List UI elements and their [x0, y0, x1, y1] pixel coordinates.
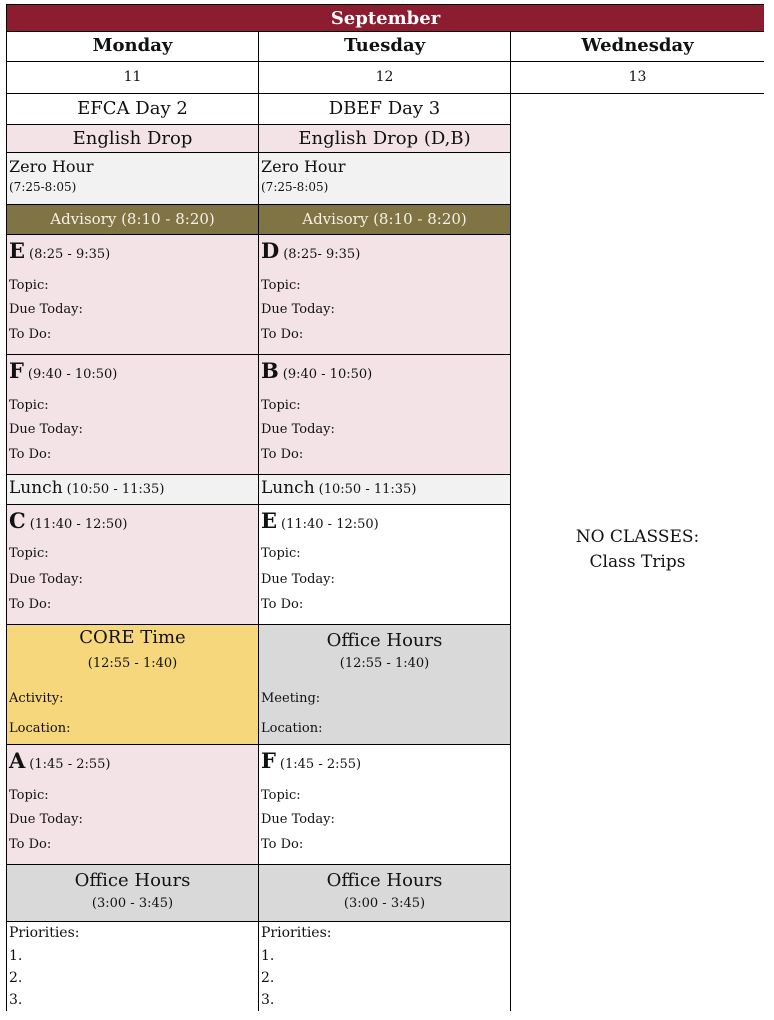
- no-classes-reason: Class Trips: [589, 552, 686, 572]
- block-letter: B: [261, 358, 279, 383]
- cell-text: Office Hours: [326, 630, 443, 651]
- cell-text: (8:25 - 9:35): [29, 247, 111, 262]
- cell-text: DBEF Day 3: [328, 98, 441, 119]
- cell-text: Lunch: [9, 478, 63, 498]
- tuesday-block-3: [258, 504, 510, 624]
- date-tuesday: [258, 61, 510, 93]
- cell-text: (12:55 - 1:40): [87, 656, 178, 671]
- cell-text: Lunch: [261, 478, 315, 498]
- cell-text: Topic:: [261, 278, 301, 293]
- cell-text: To Do:: [261, 447, 304, 462]
- cell-text: (8:25- 9:35): [283, 247, 361, 262]
- block-letter: F: [261, 748, 276, 773]
- block-letter: A: [9, 748, 26, 773]
- monday-block-4: [6, 744, 258, 864]
- cell-text: To Do:: [9, 837, 52, 852]
- cell-text: (10:50 - 11:35): [66, 482, 165, 497]
- block-letter: F: [9, 358, 24, 383]
- cell-text: Zero Hour: [9, 157, 94, 176]
- cell-text: To Do:: [9, 327, 52, 342]
- day-header-monday: [6, 31, 258, 61]
- cell-text: Topic:: [9, 546, 49, 561]
- tuesday-day-label: [258, 93, 510, 124]
- cell-text: Topic:: [261, 546, 301, 561]
- monday-lunch: [6, 474, 258, 504]
- cell-text: (11:40 - 12:50): [281, 517, 379, 532]
- cell-text: 1.: [261, 948, 275, 964]
- cell-text: To Do:: [261, 327, 304, 342]
- tuesday-block-2: [258, 354, 510, 474]
- cell-text: (1:45 - 2:55): [29, 757, 111, 772]
- cell-text: To Do:: [9, 447, 52, 462]
- cell-text: Monday: [92, 35, 173, 56]
- monday-block-1: [6, 234, 258, 354]
- cell-text: 13: [628, 69, 647, 85]
- monday-day-label: [6, 93, 258, 124]
- cell-text: (3:00 - 3:45): [91, 896, 174, 911]
- cell-text: Wednesday: [581, 35, 694, 56]
- tuesday-block-4: [258, 744, 510, 864]
- cell-text: Due Today:: [9, 422, 83, 437]
- cell-text: (9:40 - 10:50): [27, 367, 118, 382]
- monday-zero-hour: [6, 152, 258, 204]
- monday-block-3: [6, 504, 258, 624]
- cell-text: 3.: [9, 992, 23, 1008]
- cell-text: (11:40 - 12:50): [29, 517, 128, 532]
- cell-text: Location:: [9, 721, 71, 736]
- monday-priorities: [6, 921, 258, 1011]
- wednesday-no-classes-cell: [510, 93, 764, 1011]
- day-header-wednesday: [510, 31, 764, 61]
- cell-text: (10:50 - 11:35): [318, 482, 417, 497]
- cell-text: (12:55 - 1:40): [339, 656, 430, 671]
- cell-text: To Do:: [261, 837, 304, 852]
- cell-text: Topic:: [9, 788, 49, 803]
- cell-text: Due Today:: [261, 422, 335, 437]
- tuesday-office-hours: [258, 864, 510, 921]
- cell-text: (9:40 - 10:50): [282, 367, 373, 382]
- cell-text: Advisory (8:10 - 8:20): [302, 210, 467, 228]
- cell-text: Office Hours: [74, 870, 191, 891]
- cell-text: Zero Hour: [261, 157, 346, 176]
- cell-text: Tuesday: [343, 35, 426, 56]
- cell-text: 2.: [261, 970, 275, 986]
- cell-text: 11: [123, 69, 142, 85]
- tuesday-lunch: [258, 474, 510, 504]
- tuesday-priorities: [258, 921, 510, 1011]
- no-classes-label: NO CLASSES:: [575, 527, 700, 547]
- cell-text: EFCA Day 2: [77, 98, 188, 119]
- cell-text: 2.: [9, 970, 23, 986]
- date-wednesday: [510, 61, 764, 93]
- cell-text: Activity:: [9, 691, 64, 706]
- cell-text: Office Hours: [326, 870, 443, 891]
- tuesday-zero-hour: [258, 152, 510, 204]
- cell-text: Advisory (8:10 - 8:20): [50, 210, 215, 228]
- monday-core-time: [6, 624, 258, 744]
- tuesday-advisory: [258, 204, 510, 234]
- cell-text: Topic:: [9, 278, 49, 293]
- cell-text: Topic:: [9, 398, 49, 413]
- cell-text: Topic:: [261, 398, 301, 413]
- cell-text: (7:25-8:05): [261, 180, 329, 194]
- cell-text: English Drop (D,B): [298, 128, 471, 149]
- cell-text: Topic:: [261, 788, 301, 803]
- cell-text: English Drop: [72, 128, 193, 149]
- cell-text: Due Today:: [261, 812, 335, 827]
- cell-text: CORE Time: [79, 627, 186, 648]
- tuesday-office-hours-midday: [258, 624, 510, 744]
- block-letter: C: [9, 508, 26, 533]
- cell-text: (3:00 - 3:45): [343, 896, 426, 911]
- cell-text: 3.: [261, 992, 275, 1008]
- month-label: September: [330, 8, 441, 29]
- date-monday: [6, 61, 258, 93]
- cell-text: Due Today:: [261, 302, 335, 317]
- day-header-tuesday: [258, 31, 510, 61]
- cell-text: Due Today:: [9, 572, 83, 587]
- tuesday-block-1: [258, 234, 510, 354]
- block-letter: E: [261, 508, 278, 533]
- cell-text: (1:45 - 2:55): [279, 757, 362, 772]
- monday-english-drop: [6, 124, 258, 152]
- cell-text: (7:25-8:05): [9, 180, 77, 194]
- cell-text: Location:: [261, 721, 323, 736]
- cell-text: To Do:: [261, 597, 304, 612]
- month-header: [6, 4, 764, 31]
- cell-text: Due Today:: [9, 812, 83, 827]
- cell-text: Priorities:: [261, 925, 332, 941]
- cell-text: Priorities:: [9, 925, 80, 941]
- cell-text: Due Today:: [261, 572, 335, 587]
- block-letter: D: [261, 238, 280, 263]
- cell-text: Meeting:: [261, 691, 321, 706]
- calendar-grid: [6, 4, 764, 1011]
- cell-text: 1.: [9, 948, 23, 964]
- monday-advisory: [6, 204, 258, 234]
- cell-text: To Do:: [9, 597, 52, 612]
- monday-office-hours: [6, 864, 258, 921]
- cell-text: 12: [375, 69, 394, 85]
- tuesday-english-drop: [258, 124, 510, 152]
- cell-text: Due Today:: [9, 302, 83, 317]
- block-letter: E: [9, 238, 26, 263]
- monday-block-2: [6, 354, 258, 474]
